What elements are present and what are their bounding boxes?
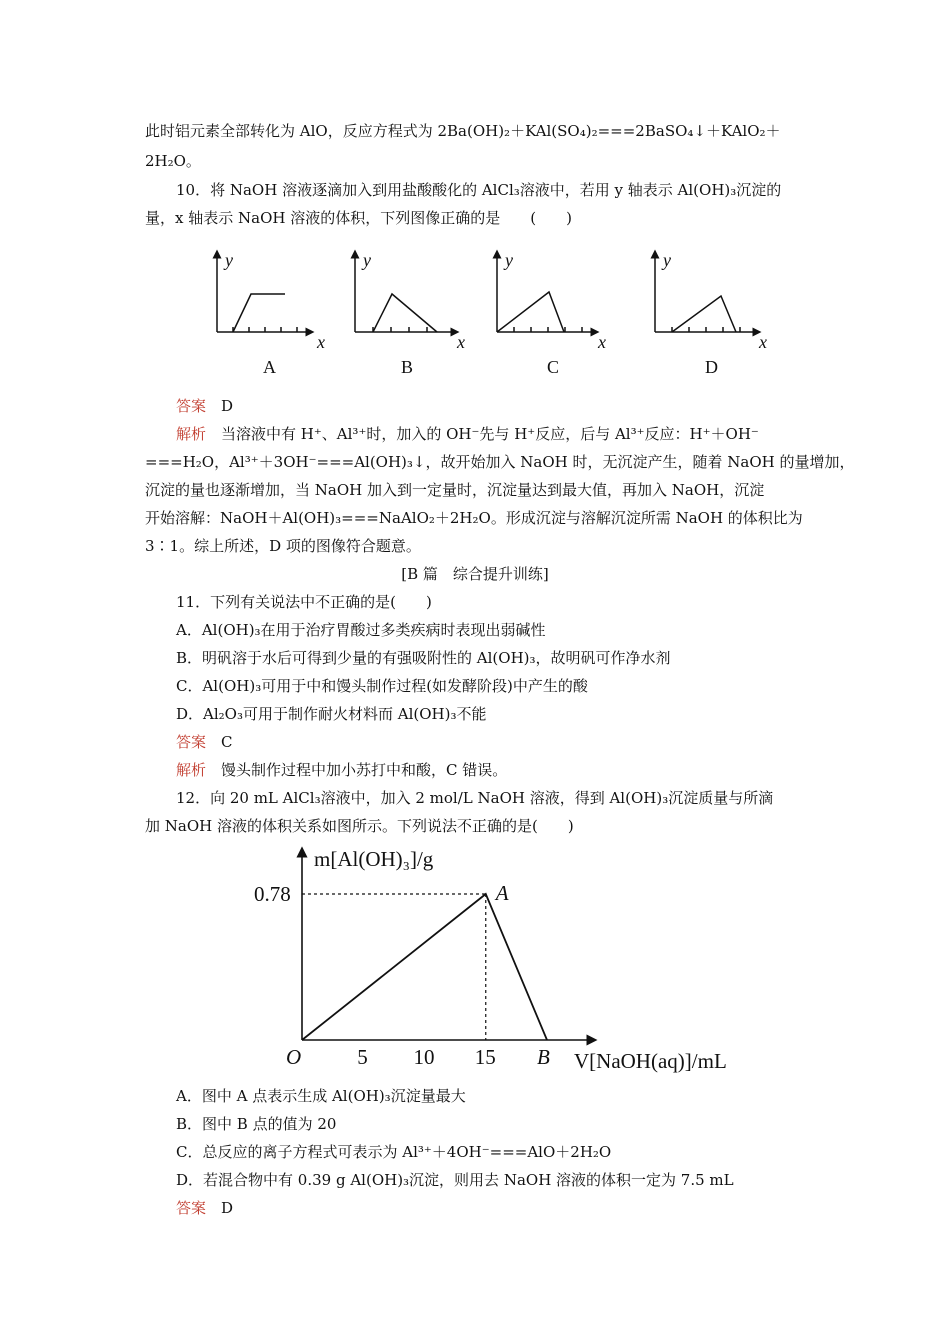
answer-label: 答案 bbox=[176, 733, 207, 751]
option-c: C．Al(OH)₃可用于中和馒头制作过程(如发酵阶段)中产生的酸 bbox=[176, 677, 588, 695]
analysis-text: 馒头制作过程中加小苏打中和酸，C 错误。 bbox=[221, 761, 508, 779]
analysis-text: ===H₂O，Al³⁺＋3OH⁻===Al(OH)₃↓，故开始加入 NaOH 时，无沉淀产生，随着 NaOH 的量增加， bbox=[145, 453, 855, 471]
origin-label: O bbox=[286, 1045, 302, 1069]
axis-x-label: x bbox=[759, 332, 767, 352]
x-tick-label: 5 bbox=[357, 1045, 368, 1069]
analysis-line bbox=[176, 423, 759, 445]
analysis-text: 3∶1。综上所述，D 项的图像符合题意。 bbox=[145, 537, 421, 555]
x-axis-label: V[NaOH(aq)]/mL bbox=[574, 1049, 727, 1073]
q10-graphs bbox=[195, 240, 795, 385]
graph-c bbox=[497, 250, 606, 377]
analysis-text: 开始溶解：NaOH＋Al(OH)₃===NaAlO₂＋2H₂O。形成沉淀与溶解沉淀所需 NaOH 的体积比为 bbox=[145, 509, 803, 527]
option-c: C．总反应的离子方程式可表示为 Al³⁺＋4OH⁻===AlO＋2H₂O bbox=[176, 1143, 612, 1161]
text-line: 此时铝元素全部转化为 AlO，反应方程式为 2Ba(OH)₂＋KAl(SO₄)₂===2BaSO₄↓＋KAlO₂＋ bbox=[145, 122, 781, 140]
y-axis-label: m[Al(OH)₃]/g bbox=[314, 847, 434, 871]
graph-d-label: D bbox=[705, 357, 718, 377]
answer-value: D bbox=[221, 397, 234, 415]
option-d: D．Al₂O₃可用于制作耐火材料而 Al(OH)₃不能 bbox=[176, 705, 487, 723]
option-a: A．Al(OH)₃在用于治疗胃酸过多类疾病时表现出弱碱性 bbox=[176, 621, 546, 639]
analysis-label: 解析 bbox=[176, 761, 207, 779]
answer-value: C bbox=[221, 733, 233, 751]
text-line: 2H₂O。 bbox=[145, 152, 201, 170]
option-b: B．明矾溶于水后可得到少量的有强吸附性的 Al(OH)₃，故明矾可作净水剂 bbox=[176, 649, 671, 667]
graph-b-label: B bbox=[401, 357, 414, 377]
point-b-label: B bbox=[537, 1045, 550, 1069]
analysis-text: 沉淀的量也逐渐增加，当 NaOH 加入到一定量时，沉淀量达到最大值，再加入 NaOH，沉淀 bbox=[145, 481, 765, 499]
answer-value: D bbox=[221, 1199, 234, 1217]
axis-y-label: y bbox=[225, 250, 233, 270]
option-b: B．图中 B 点的值为 20 bbox=[176, 1115, 337, 1133]
graph-d bbox=[655, 250, 767, 377]
y-tick-label: 0.78 bbox=[254, 882, 291, 906]
graph-b bbox=[355, 250, 465, 377]
axis-y-label: y bbox=[663, 250, 671, 270]
point-a-label: A bbox=[495, 881, 509, 905]
x-tick-label: 10 bbox=[413, 1045, 435, 1069]
axis-x-label: x bbox=[598, 332, 606, 352]
question-12-stem: 加 NaOH 溶液的体积关系如图所示。下列说法不正确的是( ) bbox=[145, 817, 574, 835]
section-heading: [B 篇 综合提升训练] bbox=[401, 565, 549, 583]
answer-line bbox=[176, 395, 233, 417]
graph-c-label: C bbox=[547, 357, 560, 377]
answer-label: 答案 bbox=[176, 397, 207, 415]
answer-label: 答案 bbox=[176, 1199, 207, 1217]
option-a: A．图中 A 点表示生成 Al(OH)₃沉淀量最大 bbox=[176, 1087, 466, 1105]
option-d: D．若混合物中有 0.39 g Al(OH)₃沉淀，则用去 NaOH 溶液的体积一定为 7.5 mL bbox=[176, 1171, 734, 1189]
q12-chart bbox=[240, 842, 750, 1082]
axis-x-label: x bbox=[457, 332, 465, 352]
question-10-stem: 10．将 NaOH 溶液逐滴加入到用盐酸酸化的 AlCl₃溶液中，若用 y 轴表示 Al(OH)₃沉淀的 bbox=[176, 181, 782, 199]
graph-a-label: A bbox=[263, 357, 276, 377]
axis-x-label: x bbox=[317, 332, 325, 352]
data-line bbox=[302, 894, 547, 1040]
analysis-label: 解析 bbox=[176, 425, 207, 443]
question-10-stem: 量，x 轴表示 NaOH 溶液的体积，下列图像正确的是 ( ) bbox=[145, 209, 572, 227]
axis-y-label: y bbox=[505, 250, 513, 270]
question-12-stem: 12．向 20 mL AlCl₃溶液中，加入 2 mol/L NaOH 溶液，得到 Al(OH)₃沉淀质量与所滴 bbox=[176, 789, 774, 807]
axis-y-label: y bbox=[363, 250, 371, 270]
analysis-text: 当溶液中有 H⁺、Al³⁺时，加入的 OH⁻先与 H⁺反应，后与 Al³⁺反应：H⁺＋OH⁻ bbox=[221, 425, 759, 443]
answer-line bbox=[176, 1197, 233, 1219]
question-11-stem: 11．下列有关说法中不正确的是( ) bbox=[176, 593, 432, 611]
graph-a bbox=[217, 250, 325, 377]
x-tick-label: 15 bbox=[474, 1045, 496, 1069]
analysis-line bbox=[176, 759, 507, 781]
answer-line bbox=[176, 731, 233, 753]
